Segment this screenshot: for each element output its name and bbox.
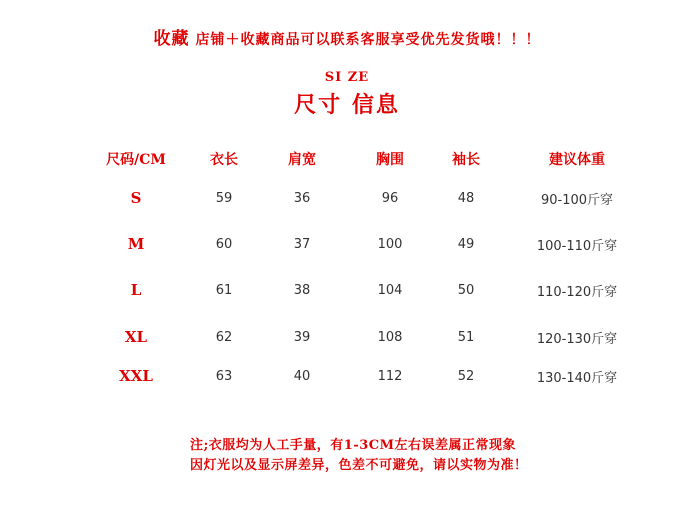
favorite-label: 收藏 <box>153 29 190 49</box>
size-cell: XXL <box>119 367 153 385</box>
col-header-length: 衣长 <box>210 152 238 168</box>
col-header-size: 尺码/CM <box>106 152 166 168</box>
sleeve-cell: 51 <box>457 329 475 345</box>
chest-cell: 100 <box>377 236 403 252</box>
shoulder-cell: 36 <box>293 190 311 206</box>
col-header-sleeve: 袖长 <box>452 152 480 168</box>
size-cell: S <box>130 189 142 207</box>
chest-cell: 104 <box>377 282 403 298</box>
length-cell: 59 <box>215 190 233 206</box>
size-table <box>98 144 672 392</box>
length-cell: 62 <box>215 329 233 345</box>
promo-banner <box>0 24 694 49</box>
weight-cell: 110-120斤穿 <box>536 284 618 300</box>
table-row <box>98 174 672 222</box>
note-color-difference: 因灯光以及显示屏差异，色差不可避免，请以实物为准！ <box>190 458 528 473</box>
shoulder-cell: 37 <box>293 236 311 252</box>
chest-cell: 108 <box>377 329 403 345</box>
length-cell: 61 <box>215 282 233 298</box>
sleeve-cell: 49 <box>457 236 475 252</box>
shoulder-cell: 40 <box>293 368 311 384</box>
weight-cell: 120-130斤穿 <box>536 331 618 347</box>
sleeve-cell: 48 <box>457 190 475 206</box>
note-measurement: 注;衣服均为人工手量，有1-3CM左右误差属正常现象 <box>190 438 517 453</box>
table-header-row <box>98 144 672 174</box>
weight-cell: 130-140斤穿 <box>536 370 618 386</box>
size-cell: XL <box>124 328 148 346</box>
size-heading-cn: 尺寸 信息 <box>294 92 400 118</box>
col-header-shoulder: 肩宽 <box>288 152 316 168</box>
table-row <box>98 314 672 360</box>
shoulder-cell: 38 <box>293 282 311 298</box>
col-header-weight: 建议体重 <box>549 152 605 168</box>
table-row <box>98 360 672 392</box>
chest-cell: 112 <box>377 368 403 384</box>
table-row <box>98 266 672 314</box>
weight-cell: 100-110斤穿 <box>536 238 618 254</box>
table-row <box>98 222 672 266</box>
size-heading-en: SI ZE <box>324 70 370 85</box>
length-cell: 60 <box>215 236 233 252</box>
sleeve-cell: 50 <box>457 282 475 298</box>
size-cell: L <box>130 281 142 299</box>
length-cell: 63 <box>215 368 233 384</box>
weight-cell: 90-100斤穿 <box>540 192 614 208</box>
shoulder-cell: 39 <box>293 329 311 345</box>
col-header-chest: 胸围 <box>376 152 404 168</box>
sleeve-cell: 52 <box>457 368 475 384</box>
chest-cell: 96 <box>381 190 399 206</box>
size-cell: M <box>127 235 145 253</box>
promo-text: 店铺＋收藏商品可以联系客服享受优先发货哦！！！ <box>195 32 541 48</box>
